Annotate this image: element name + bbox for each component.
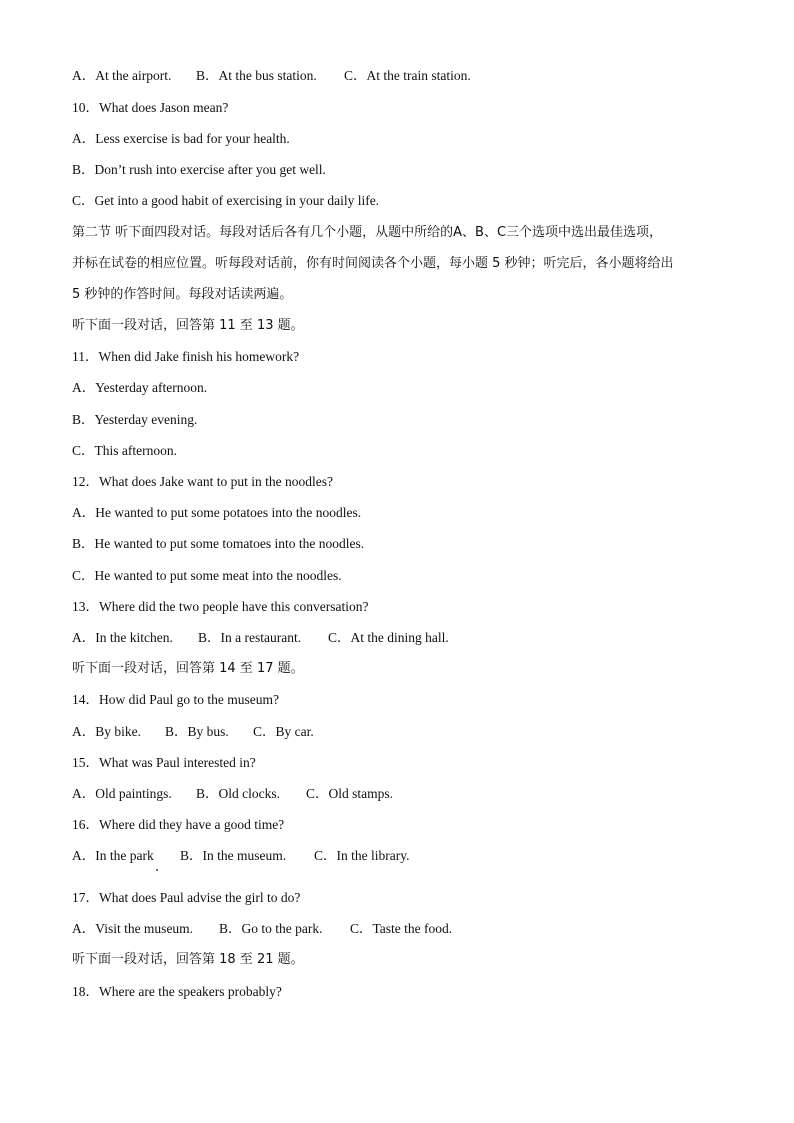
question-17: 17．What does Paul advise the girl to do? (72, 890, 301, 905)
q9-options (72, 68, 471, 84)
q15-options (72, 786, 393, 802)
option-a: A．Old paintings. (72, 786, 172, 801)
q17-options (72, 921, 452, 937)
section-2-instructions-3: 5 秒钟的作答时间。每段对话读两遍。 (72, 287, 293, 302)
question-11: 11．When did Jake finish his homework? (72, 349, 300, 364)
option-b: B．In a restaurant. (198, 630, 302, 645)
section-2-instructions-2: 并标在试卷的相应位置。听每段对话前，你有时间阅读各个小题，每小题 5 秒钟；听完后，各小题将给出 (72, 256, 674, 271)
option-c: C．By car. (253, 724, 314, 739)
option-a: A．At the airport. (72, 68, 172, 83)
section-2-instructions-1: 第二节 听下面四段对话。每段对话后各有几个小题，从题中所给的A、B、C三个选项中选出最佳选项， (72, 225, 663, 240)
q10-option-a: A．Less exercise is bad for your health. (72, 131, 290, 146)
option-a: A．In the park (72, 848, 154, 863)
option-c: C．At the dining hall. (328, 630, 449, 645)
dialogue-intro-18-21: 听下面一段对话，回答第 18 至 21 题。 (72, 952, 304, 967)
q12-option-b: B．He wanted to put some tomatoes into the noodles. (72, 536, 365, 551)
q11-option-c: C．This afternoon. (72, 443, 177, 458)
option-b: B．In the museum. (180, 848, 287, 863)
q14-options (72, 724, 314, 740)
question-12: 12．What does Jake want to put in the noodles? (72, 474, 333, 489)
option-c: C．Old stamps. (306, 786, 394, 801)
question-18: 18．Where are the speakers probably? (72, 984, 282, 999)
option-c: C．In the library. (314, 848, 410, 863)
option-a: A．Visit the museum. (72, 921, 194, 936)
q11-option-b: B．Yesterday evening. (72, 412, 198, 427)
option-b: B．At the bus station. (196, 68, 317, 83)
question-10: 10．What does Jason mean? (72, 100, 229, 115)
option-b: B．Go to the park. (219, 921, 323, 936)
q16-options (72, 848, 409, 864)
question-13: 13．Where did the two people have this conversation? (72, 599, 369, 614)
option-c: C．Taste the food. (350, 921, 453, 936)
option-c: C．At the train station. (344, 68, 471, 83)
option-a: A．In the kitchen. (72, 630, 173, 645)
option-a: A．By bike. (72, 724, 141, 739)
dialogue-intro-14-17: 听下面一段对话，回答第 14 至 17 题。 (72, 661, 304, 676)
question-16: 16．Where did they have a good time? (72, 817, 285, 832)
question-15: 15．What was Paul interested in? (72, 755, 256, 770)
q12-option-c: C．He wanted to put some meat into the noodles. (72, 568, 342, 583)
dialogue-intro-11-13: 听下面一段对话，回答第 11 至 13 题。 (72, 318, 304, 333)
q12-option-a: A．He wanted to put some potatoes into the noodles. (72, 505, 362, 520)
q13-options (72, 630, 449, 646)
question-14: 14．How did Paul go to the museum? (72, 692, 279, 707)
stray-dot-mark (156, 869, 158, 871)
q10-option-b: B．Don’t rush into exercise after you get well. (72, 162, 326, 177)
option-b: B．By bus. (165, 724, 229, 739)
q10-option-c: C．Get into a good habit of exercising in your daily life. (72, 193, 380, 208)
q11-option-a: A．Yesterday afternoon. (72, 380, 208, 395)
option-b: B．Old clocks. (196, 786, 280, 801)
